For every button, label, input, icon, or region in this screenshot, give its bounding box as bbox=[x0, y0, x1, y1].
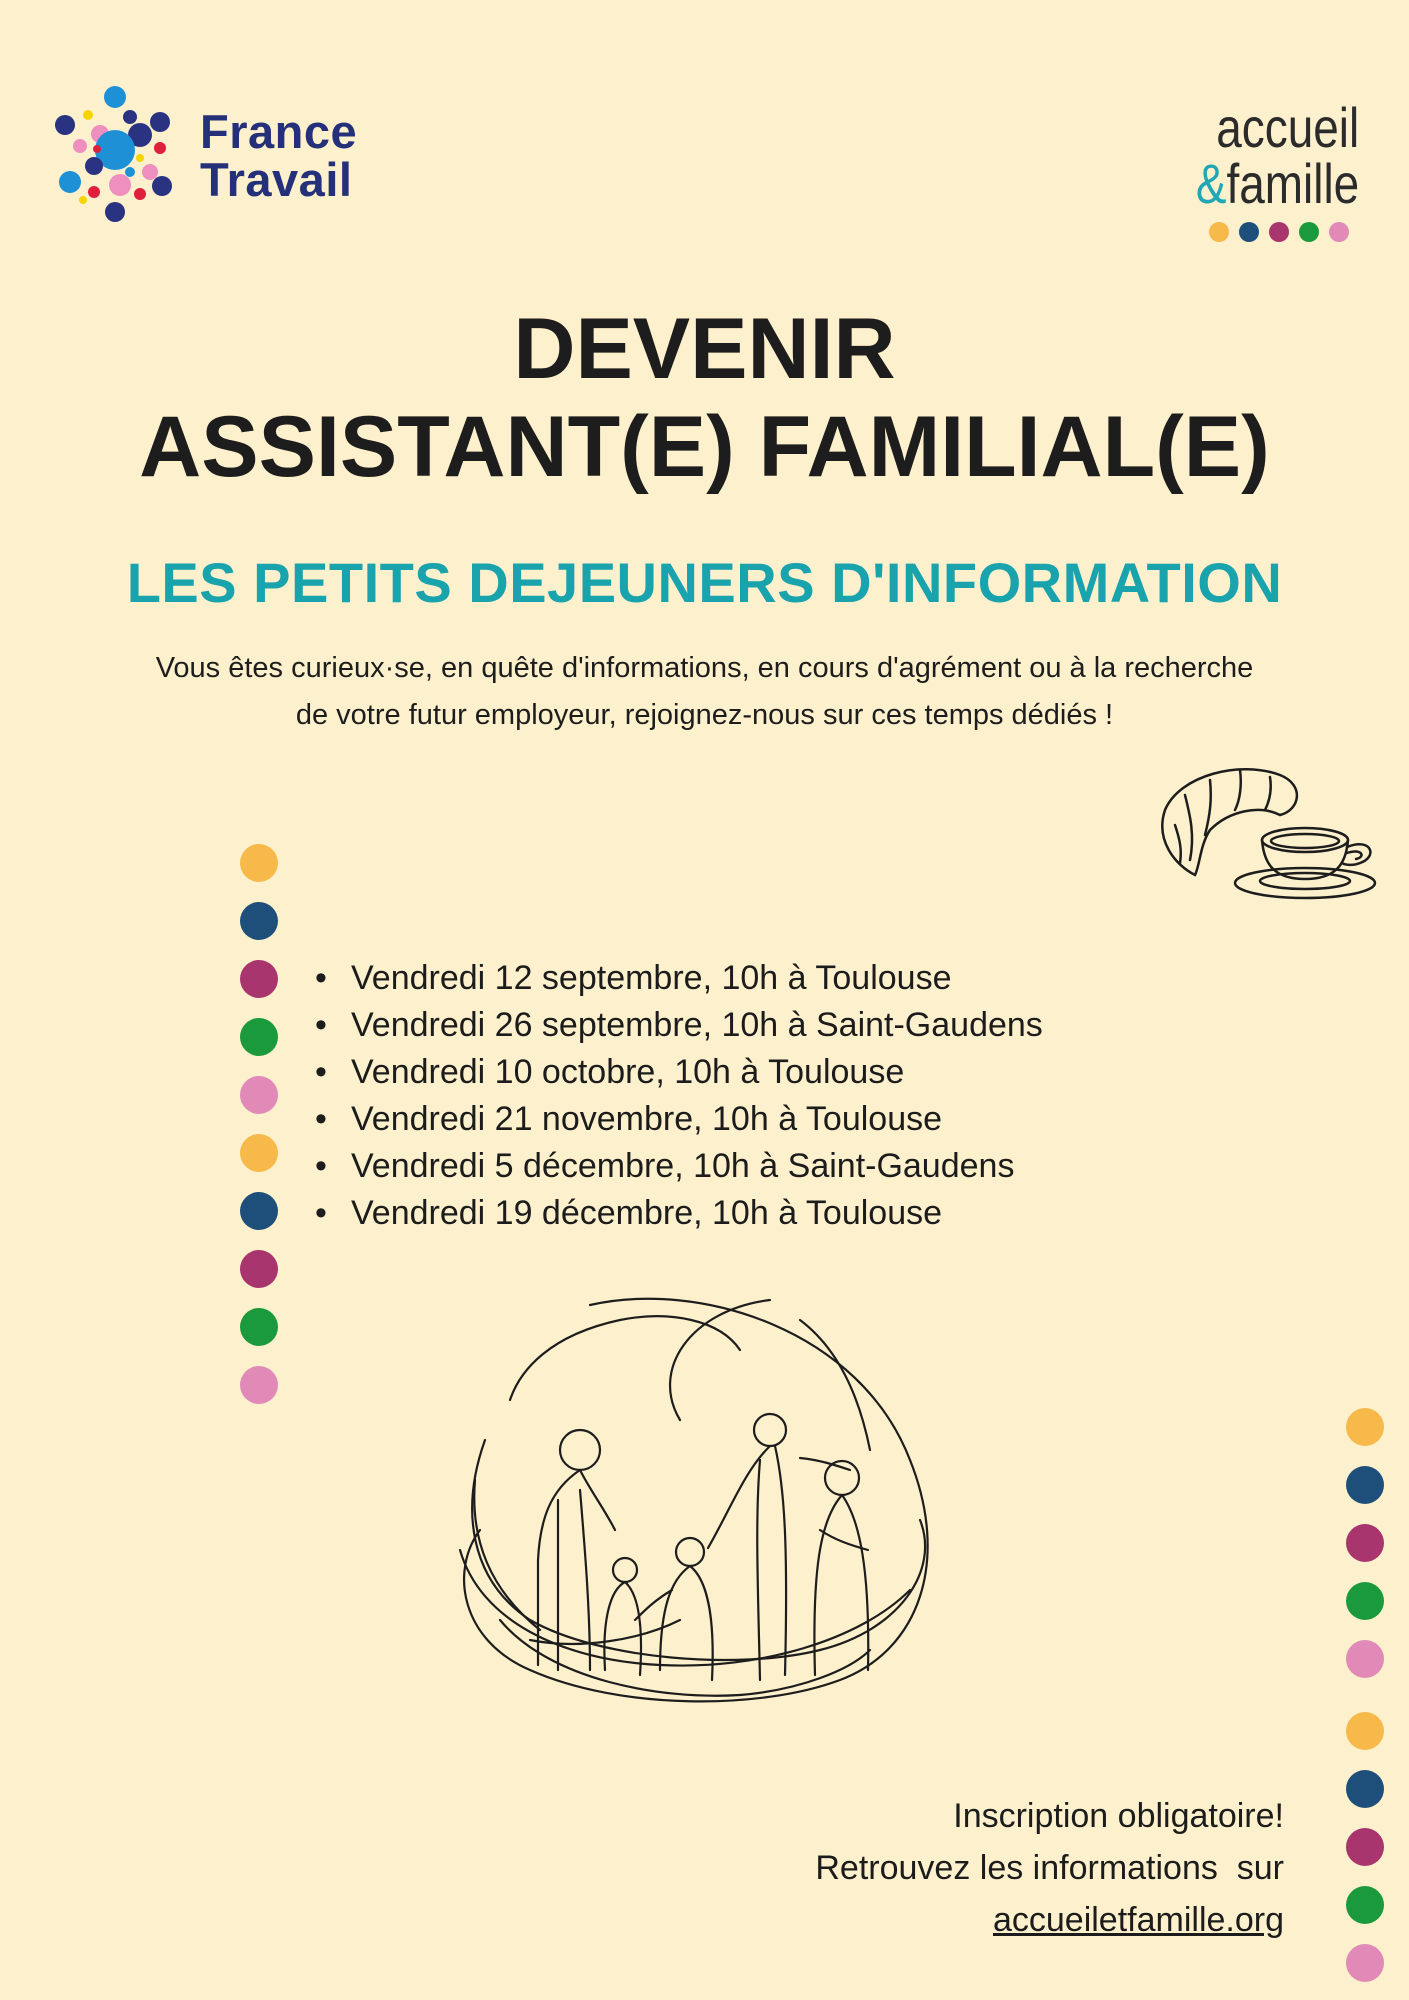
page-title bbox=[0, 300, 1409, 496]
page-title-line1: DEVENIR bbox=[513, 301, 896, 397]
accueil-famille-line1: accueil bbox=[1216, 96, 1359, 159]
footer-line2: Retrouvez les informations sur bbox=[815, 1849, 1284, 1887]
left-dot-7 bbox=[240, 1192, 278, 1230]
logo-dot-pink bbox=[1329, 222, 1349, 242]
left-dot-1 bbox=[240, 844, 278, 882]
accueil-famille-dots bbox=[1160, 222, 1349, 242]
list-item: • Vendredi 12 septembre, 10h à Toulouse bbox=[315, 955, 1043, 1002]
right-dot-7 bbox=[1346, 1770, 1384, 1808]
right-dot-3 bbox=[1346, 1524, 1384, 1562]
intro-text bbox=[30, 645, 1379, 739]
left-dot-4 bbox=[240, 1018, 278, 1056]
footer-line1: Inscription obligatoire! bbox=[953, 1797, 1284, 1835]
logo-dot-orange bbox=[1209, 222, 1229, 242]
list-item: • Vendredi 19 décembre, 10h à Toulouse bbox=[315, 1190, 1043, 1237]
left-dot-6 bbox=[240, 1134, 278, 1172]
left-dot-2 bbox=[240, 902, 278, 940]
list-item: • Vendredi 21 novembre, 10h à Toulouse bbox=[315, 1096, 1043, 1143]
subtitle: LES PETITS DEJEUNERS D'INFORMATION bbox=[126, 551, 1283, 614]
intro-line1: Vous êtes curieux·se, en quête d'informations, en cours d'agrément ou à la recherche bbox=[155, 652, 1254, 684]
list-item: • Vendredi 10 octobre, 10h à Toulouse bbox=[315, 1049, 1043, 1096]
left-dot-5 bbox=[240, 1076, 278, 1114]
left-dot-9 bbox=[240, 1308, 278, 1346]
intro-line2: de votre futur employeur, rejoignez-nous sur ces temps dédiés ! bbox=[295, 699, 1114, 731]
france-travail-line1: France bbox=[200, 105, 358, 158]
family-illustration bbox=[440, 1290, 980, 1730]
logo-dot-magenta bbox=[1269, 222, 1289, 242]
left-dot-10 bbox=[240, 1366, 278, 1404]
croissant-coffee-icon bbox=[1140, 755, 1385, 905]
france-travail-line2: Travail bbox=[200, 153, 353, 206]
accueil-famille-line2-wrapper bbox=[1195, 152, 1359, 215]
left-dot-3 bbox=[240, 960, 278, 998]
dates-list bbox=[315, 955, 1043, 1237]
footer-info bbox=[584, 1790, 1284, 1946]
right-dot-1 bbox=[1346, 1408, 1384, 1446]
right-dot-6 bbox=[1346, 1712, 1384, 1750]
website-link[interactable]: accueiletfamille.org bbox=[992, 1901, 1284, 1939]
right-dot-8 bbox=[1346, 1828, 1384, 1866]
right-dot-5 bbox=[1346, 1640, 1384, 1678]
croissant-coffee-illustration bbox=[1140, 755, 1385, 905]
family-line-art-icon bbox=[440, 1290, 980, 1730]
accueil-famille-line2: famille bbox=[1226, 152, 1359, 215]
list-item: • Vendredi 26 septembre, 10h à Saint-Gaudens bbox=[315, 1002, 1043, 1049]
france-travail-logo bbox=[50, 82, 185, 227]
page-title-line2: ASSISTANT(E) FAMILIAL(E) bbox=[139, 399, 1270, 495]
france-travail-logo-mark bbox=[50, 82, 185, 227]
left-dot-8 bbox=[240, 1250, 278, 1288]
right-dot-4 bbox=[1346, 1582, 1384, 1620]
logo-dot-green bbox=[1299, 222, 1319, 242]
list-item: • Vendredi 5 décembre, 10h à Saint-Gaudens bbox=[315, 1143, 1043, 1190]
accueil-famille-ampersand: & bbox=[1195, 152, 1227, 215]
france-travail-wordmark bbox=[200, 105, 358, 206]
accueil-famille-logo bbox=[1160, 96, 1359, 242]
right-dot-9 bbox=[1346, 1886, 1384, 1924]
right-dot-2 bbox=[1346, 1466, 1384, 1504]
logo-dot-blue bbox=[1239, 222, 1259, 242]
right-dot-10 bbox=[1346, 1944, 1384, 1982]
